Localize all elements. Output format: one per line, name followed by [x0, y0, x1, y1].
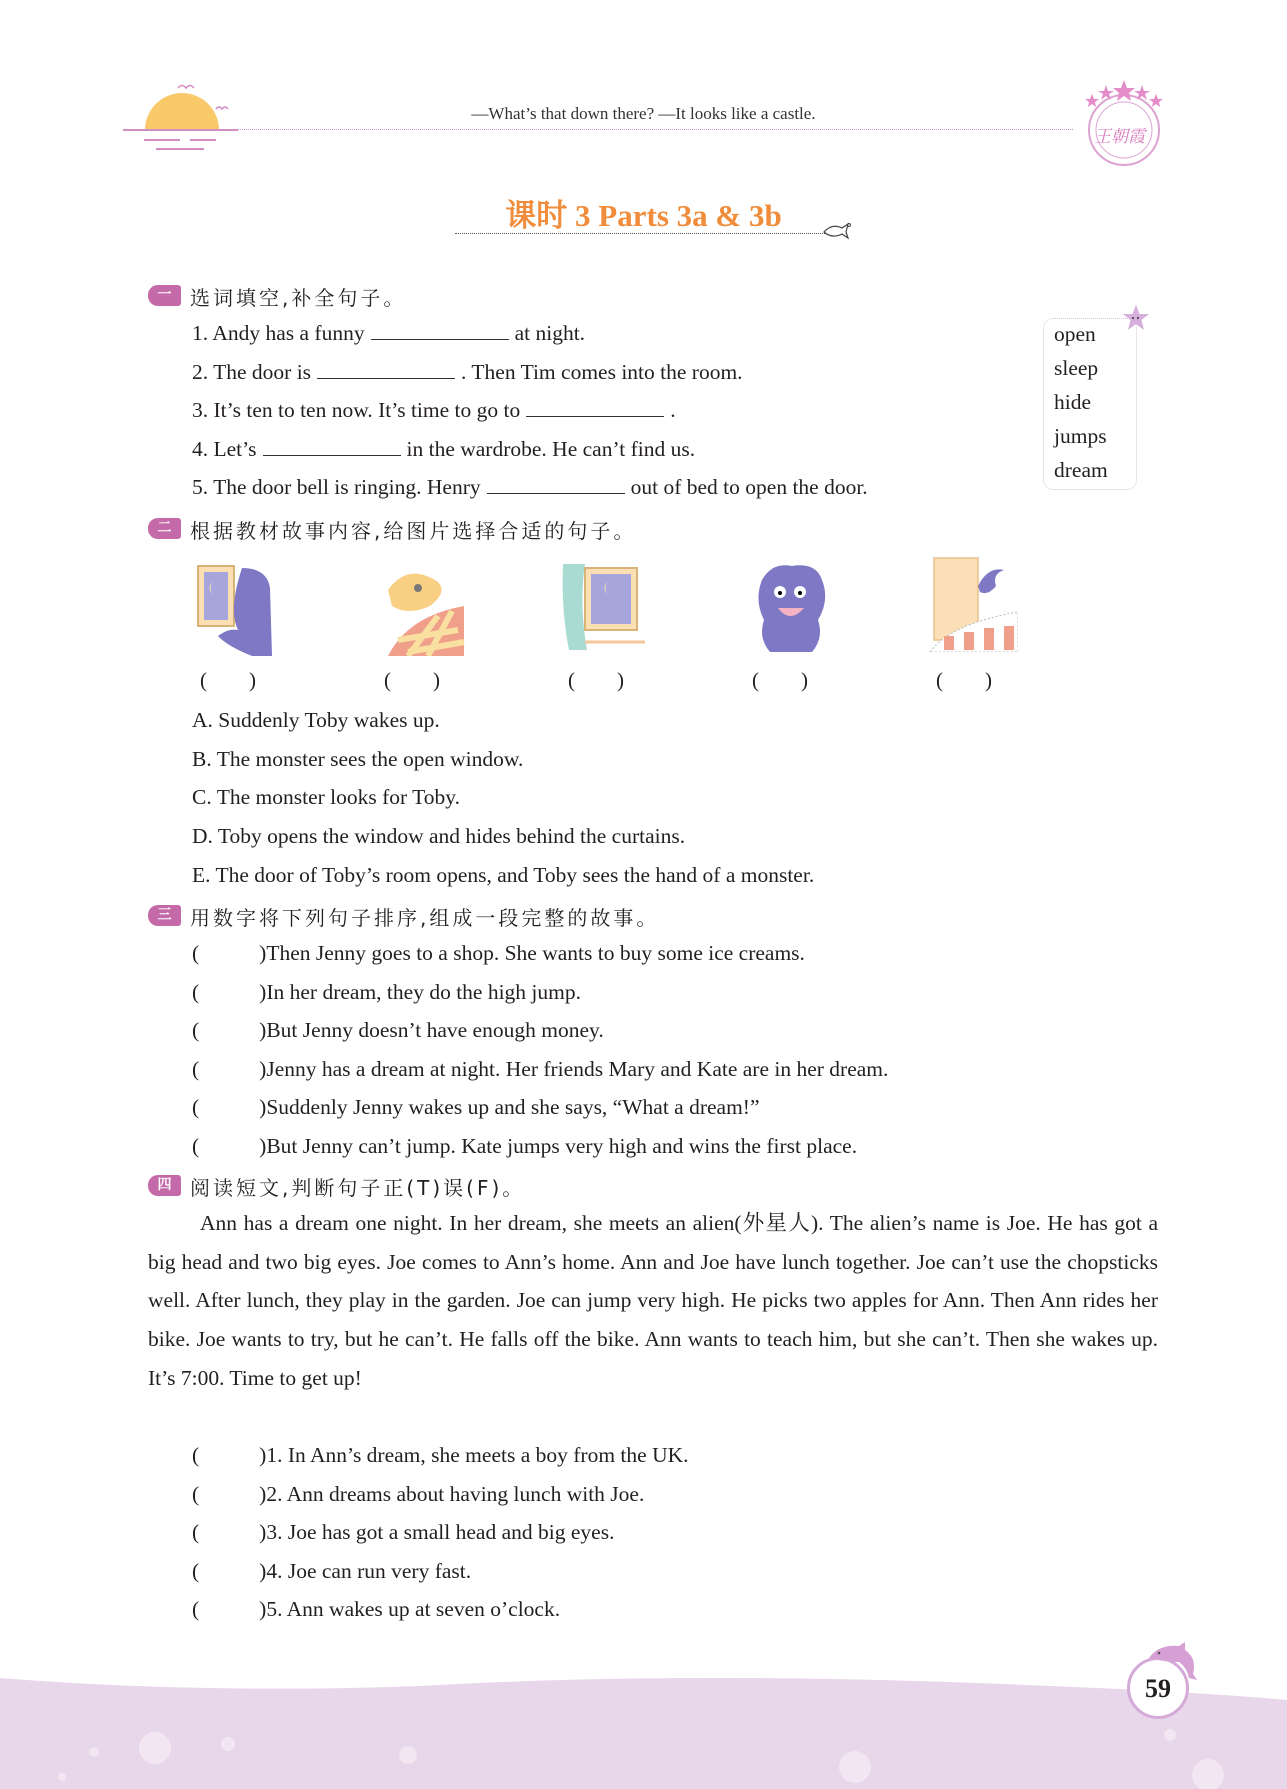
- answer-slot[interactable]: [192, 941, 266, 965]
- order-item: [192, 1057, 888, 1082]
- section-heading-1: 选词填空,补全句子。: [190, 286, 407, 310]
- section-badge-2: 二: [148, 518, 181, 539]
- fill-blank-item: [192, 398, 676, 423]
- picture-answer-slot[interactable]: [568, 668, 624, 693]
- paren-close: ): [801, 668, 808, 692]
- word-bank-item: sleep: [1054, 356, 1099, 380]
- answer-slot[interactable]: [192, 980, 266, 1004]
- answer-slot[interactable]: [192, 1095, 266, 1119]
- section-badge-3: 三: [148, 905, 181, 926]
- answer-slot[interactable]: [192, 1443, 266, 1467]
- section-badge-1: 一: [148, 285, 181, 306]
- item-text: 1. Andy has a funny: [192, 321, 365, 345]
- item-text: Then Jenny goes to a shop. She wants to buy some ice creams.: [266, 941, 805, 965]
- order-item: [192, 1095, 760, 1120]
- item-text: Jenny has a dream at night. Her friends Mary and Kate are in her dream.: [266, 1057, 889, 1081]
- item-text: 4. Let’s: [192, 437, 257, 461]
- section-heading-3: 用数字将下列句子排序,组成一段完整的故事。: [190, 906, 660, 930]
- item-text: out of bed to open the door.: [630, 475, 868, 499]
- word-bank-item: open: [1054, 322, 1096, 346]
- item-text: 1. In Ann’s dream, she meets a boy from the UK.: [266, 1443, 689, 1467]
- item-text: at night.: [514, 321, 586, 345]
- picture-door-monster-hand: [930, 556, 1018, 652]
- publisher-logo: [1080, 80, 1168, 168]
- paren-close: ): [259, 1482, 267, 1506]
- paren-open: (: [192, 941, 200, 965]
- paren-open: (: [192, 1482, 200, 1506]
- paren-open: (: [192, 1597, 200, 1621]
- fill-blank-item: [192, 437, 695, 462]
- item-text: 3. It’s ten to ten now. It’s time to go to: [192, 398, 521, 422]
- paren-close: ): [259, 1520, 267, 1544]
- paren-close: ): [433, 668, 440, 692]
- paren-close: ): [249, 668, 256, 692]
- item-text: 2. The door is: [192, 360, 312, 384]
- answer-slot[interactable]: [192, 1134, 266, 1158]
- logo-text: 王朝霞: [1094, 127, 1145, 147]
- word-bank-item: jumps: [1054, 424, 1107, 448]
- item-text: .: [670, 398, 676, 422]
- word-bank-item: hide: [1054, 390, 1092, 414]
- answer-slot[interactable]: [192, 1057, 266, 1081]
- paren-open: (: [192, 1559, 200, 1583]
- item-text: 4. Joe can run very fast.: [266, 1559, 472, 1583]
- picture-answer-slot[interactable]: [936, 668, 992, 693]
- picture-answer-slot[interactable]: [384, 668, 440, 693]
- paren-close: ): [259, 941, 267, 965]
- section-heading-4: 阅读短文,判断句子正(T)误(F)。: [190, 1176, 526, 1200]
- item-text: 3. Joe has got a small head and big eyes.: [266, 1520, 615, 1544]
- order-item: [192, 1134, 857, 1159]
- paren-close: ): [259, 1597, 267, 1621]
- picture-toby-in-bed: [378, 560, 466, 656]
- paren-open: (: [192, 1520, 200, 1544]
- answer-slot[interactable]: [192, 1597, 266, 1621]
- paren-close: ): [259, 1134, 267, 1158]
- paren-close: ): [259, 1559, 267, 1583]
- tf-item: [192, 1559, 471, 1584]
- fill-blank-item: [192, 321, 585, 346]
- reading-passage: Ann has a dream one night. In her dream, she meets an alien(外星人). The alien’s name is Joe. He has got a big head and two big eyes. Joe comes to Ann’s home. Ann and Joe have lunch together. Joe can’t use the chopsticks well. After lunch, they play in the garden. Joe can jump very high. He picks two apples for Ann. Then Ann rides her bike. Joe wants to try, but he can’t. He falls off the bike. Ann wants to teach him, but she can’t. Then she wakes up. It’s 7:00. Time to get up!: [148, 1211, 1158, 1390]
- fill-blank-item: [192, 475, 868, 500]
- paren-open: (: [384, 668, 391, 692]
- answer-slot[interactable]: [192, 1520, 266, 1544]
- option-d: D. Toby opens the window and hides behind the curtains.: [192, 824, 686, 848]
- paren-open: (: [192, 1095, 200, 1119]
- option-a: A. Suddenly Toby wakes up.: [192, 708, 440, 732]
- page-number: 59: [1127, 1657, 1189, 1719]
- paren-open: (: [936, 668, 943, 692]
- item-text: In her dream, they do the high jump.: [266, 980, 582, 1004]
- picture-answer-slot[interactable]: [200, 668, 256, 693]
- paren-open: (: [192, 980, 200, 1004]
- answer-blank[interactable]: [526, 398, 664, 417]
- paren-open: (: [752, 668, 759, 692]
- picture-monster-face: [748, 560, 836, 656]
- option-c: C. The monster looks for Toby.: [192, 785, 461, 809]
- paren-close: ): [259, 1018, 267, 1042]
- section-badge-4: 四: [148, 1175, 181, 1196]
- answer-slot[interactable]: [192, 1482, 266, 1506]
- picture-monster-at-window: [192, 560, 280, 656]
- answer-blank[interactable]: [487, 475, 625, 494]
- lesson-title: 课时 3 Parts 3a & 3b: [505, 198, 782, 233]
- header-dialogue: —What’s that down there? —It looks like a castle.: [471, 104, 816, 123]
- option-b: B. The monster sees the open window.: [192, 747, 524, 771]
- order-item: [192, 1018, 604, 1043]
- fill-blank-item: [192, 360, 743, 385]
- star-icon: [1122, 304, 1150, 332]
- paren-open: (: [192, 1443, 200, 1467]
- order-item: [192, 980, 581, 1005]
- item-text: in the wardrobe. He can’t find us.: [406, 437, 696, 461]
- order-item: [192, 941, 805, 966]
- paren-close: ): [259, 1095, 267, 1119]
- paren-close: ): [617, 668, 624, 692]
- paren-close: ): [259, 980, 267, 1004]
- item-text: But Jenny doesn’t have enough money.: [266, 1018, 604, 1042]
- answer-slot[interactable]: [192, 1559, 266, 1583]
- fish-icon: [822, 220, 852, 240]
- footer-wave: [0, 1650, 1287, 1789]
- tf-item: [192, 1443, 689, 1468]
- tf-item: [192, 1482, 644, 1507]
- item-text: 5. The door bell is ringing. Henry: [192, 475, 481, 499]
- paren-open: (: [192, 1018, 200, 1042]
- paren-close: ): [259, 1443, 267, 1467]
- tf-item: [192, 1520, 614, 1545]
- answer-blank[interactable]: [263, 437, 401, 456]
- dolphin-icon: [1145, 1640, 1205, 1690]
- paren-close: ): [985, 668, 992, 692]
- answer-blank[interactable]: [317, 360, 455, 379]
- tf-item: [192, 1597, 560, 1622]
- word-bank-item: dream: [1054, 458, 1108, 482]
- answer-slot[interactable]: [192, 1018, 266, 1042]
- item-text: But Jenny can’t jump. Kate jumps very high and wins the first place.: [266, 1134, 858, 1158]
- header-divider: [123, 129, 1073, 130]
- paren-open: (: [200, 668, 207, 692]
- item-text: 2. Ann dreams about having lunch with Joe.: [266, 1482, 645, 1506]
- section-heading-2: 根据教材故事内容,给图片选择合适的句子。: [190, 519, 637, 543]
- item-text: Suddenly Jenny wakes up and she says, “What a dream!”: [266, 1095, 760, 1119]
- paren-open: (: [192, 1057, 200, 1081]
- paren-open: (: [568, 668, 575, 692]
- item-text: 5. Ann wakes up at seven o’clock.: [266, 1597, 561, 1621]
- item-text: . Then Tim comes into the room.: [461, 360, 743, 384]
- paren-close: ): [259, 1057, 267, 1081]
- answer-blank[interactable]: [371, 321, 509, 340]
- title-underline: [455, 233, 825, 234]
- option-e: E. The door of Toby’s room opens, and Toby sees the hand of a monster.: [192, 863, 815, 887]
- paren-open: (: [192, 1134, 200, 1158]
- picture-open-window-curtain: [557, 560, 645, 656]
- picture-answer-slot[interactable]: [752, 668, 808, 693]
